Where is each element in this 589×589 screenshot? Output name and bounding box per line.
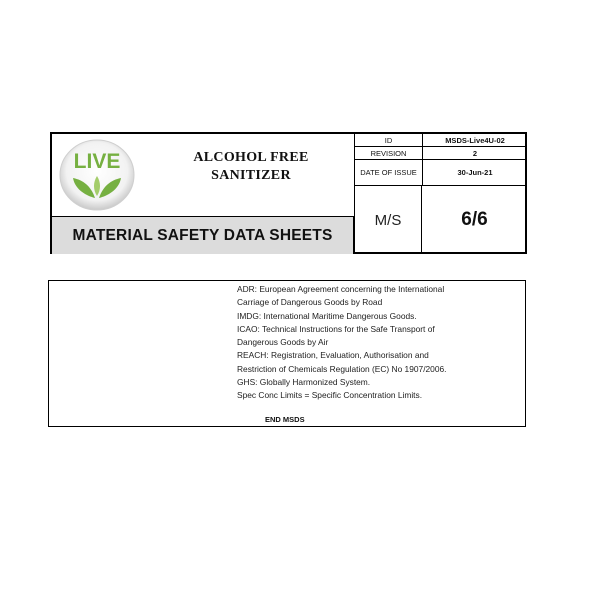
abbreviation-list bbox=[237, 283, 497, 403]
end-msds-label: END MSDS bbox=[265, 415, 305, 424]
info-row-revision bbox=[355, 147, 527, 160]
abbreviation-line: Carriage of Dangerous Goods by Road bbox=[237, 297, 383, 308]
ms-label: M/S bbox=[354, 186, 422, 254]
document-title: MATERIAL SAFETY DATA SHEETS bbox=[52, 216, 354, 254]
logo-text: LIVE bbox=[73, 150, 121, 173]
header-logo-area bbox=[52, 134, 354, 216]
live-logo bbox=[57, 138, 137, 212]
revision-label: REVISION bbox=[355, 147, 423, 159]
abbreviation-line: Dangerous Goods by Air bbox=[237, 337, 329, 348]
abbreviation-line: REACH: Registration, Evaluation, Authorisation and bbox=[237, 350, 429, 361]
abbreviation-line: ICAO: Technical Instructions for the Safe Transport of bbox=[237, 323, 435, 334]
abbreviation-line: GHS: Globally Harmonized System. bbox=[237, 377, 371, 388]
info-row-id bbox=[355, 134, 527, 147]
page-number: 6/6 bbox=[461, 209, 488, 230]
info-table bbox=[354, 134, 527, 186]
revision-value: 2 bbox=[472, 148, 478, 158]
info-row-date bbox=[355, 160, 527, 186]
id-value: MSDS-Live4U-02 bbox=[445, 135, 505, 145]
abbreviation-line: Restriction of Chemicals Regulation (EC) No 1907/2006. bbox=[237, 363, 447, 374]
product-name-line-2: SANITIZER bbox=[211, 168, 291, 183]
product-name bbox=[172, 149, 330, 185]
abbreviation-line: IMDG: International Maritime Dangerous Goods. bbox=[237, 310, 417, 321]
abbreviation-line: Spec Conc Limits = Specific Concentration Limits. bbox=[237, 390, 423, 401]
product-name-line-1: ALCOHOL FREE bbox=[193, 150, 309, 165]
content-box bbox=[48, 280, 526, 427]
abbreviation-line: ADR: European Agreement concerning the International bbox=[237, 284, 445, 294]
date-label: DATE OF ISSUE bbox=[355, 160, 423, 185]
document-header bbox=[50, 132, 527, 254]
date-value: 30-Jun-21 bbox=[457, 168, 493, 177]
id-label: ID bbox=[355, 134, 423, 146]
